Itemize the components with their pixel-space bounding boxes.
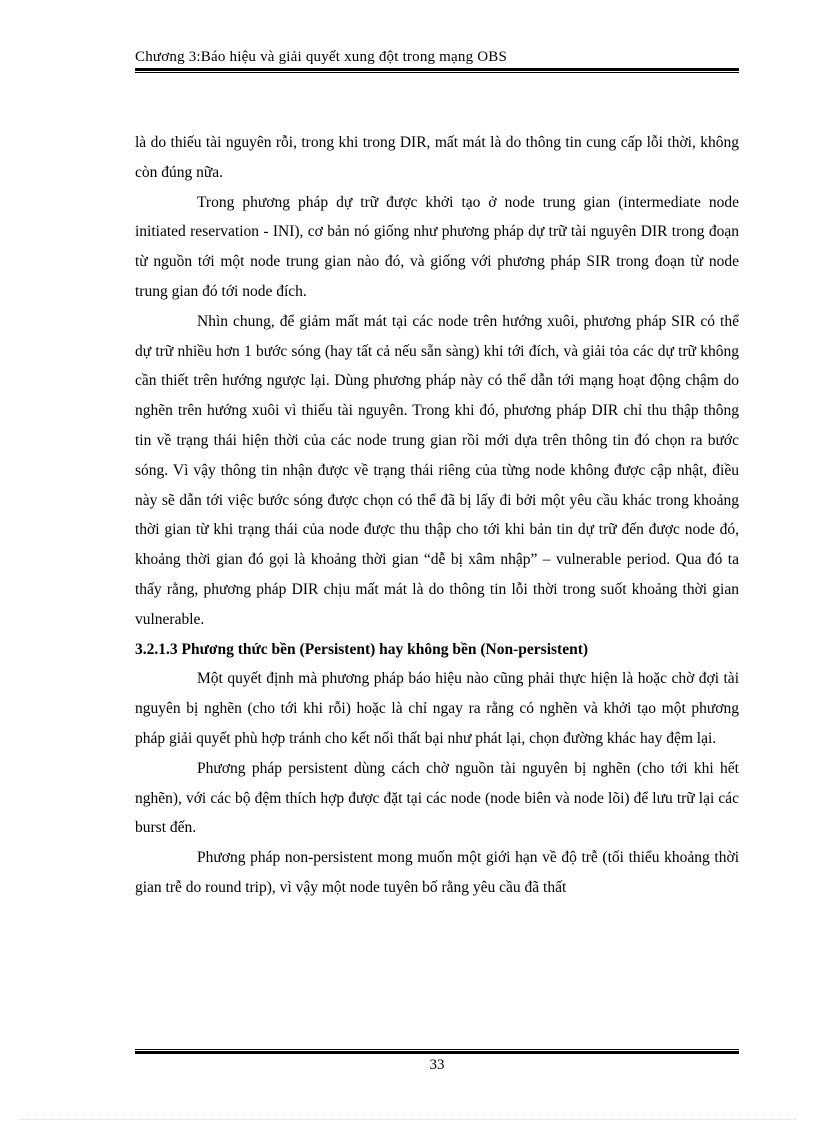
paragraph: là do thiếu tài nguyên rỗi, trong khi trong DIR, mất mát là do thông tin cung cấp lỗi thời, không còn đúng nữa. <box>135 134 739 181</box>
chapter-title: Chương 3:Báo hiệu và giải quyết xung đột trong mạng OBS <box>135 49 508 65</box>
paragraph: Nhìn chung, để giảm mất mát tại các node trên hướng xuôi, phương pháp SIR có thể dự trữ nhiều hơn 1 bước sóng (hay tất cả nếu sẵn sàng) khi tới đích, và giải tỏa các dự trữ không cần thiết trên hướng ngược lại. Dùng phương pháp này có thể dẫn tới mạng hoạt động chậm do nghẽn trên hướng xuôi vì thiếu tài nguyên. Trong khi đó, phương pháp DIR chỉ thu thập thông tin về trạng thái hiện thời của các node trung gian rồi mới dựa trên thông tin đó chọn ra bước sóng. Vì vậy thông tin nhận được về trạng thái riêng của từng node không được cập nhật, điều này sẽ dẫn tới việc bước sóng được chọn có thể đã bị lấy đi bởi một yêu cầu khác trong khoảng thời gian từ khi trạng thái của node được thu thập cho tới khi bản tin dự trữ đến được node đó, khoảng thời gian đó gọi là khoảng thời gian “dễ bị xâm nhập” – vulnerable period. Qua đó ta thấy rằng, phương pháp DIR chịu mất mát là do thông tin lỗi thời trong suốt khoảng thời gian vulnerable. <box>135 312 739 628</box>
page-edge-divider <box>20 1119 796 1120</box>
page-body <box>135 128 739 903</box>
paragraph: Một quyết định mà phương pháp báo hiệu nào cũng phải thực hiện là hoặc chờ đợi tài nguyên bị nghẽn (cho tới khi rỗi) hoặc là chỉ ngay ra rằng có nghẽn và khởi tạo một phương pháp giải quyết phù hợp tránh cho kết nối thất bại như phát lại, chọn đường khác hay đệm lại. <box>135 670 739 747</box>
page-header <box>135 49 739 66</box>
page-number: 33 <box>429 1057 445 1073</box>
paragraph: Phương pháp non-persistent mong muốn một giới hạn về độ trễ (tối thiểu khoảng thời gian trễ do round trip), vì vậy một node tuyên bố rằng yêu cầu đã thất <box>135 849 739 896</box>
paragraph: Trong phương pháp dự trữ được khởi tạo ở node trung gian (intermediate node initiated reservation - INI), cơ bản nó giống như phương pháp dự trữ tài nguyên DIR trong đoạn từ nguồn tới một node trung gian nào đó, và giống với phương pháp SIR trong đoạn từ node trung gian đó tới node đích. <box>135 193 739 300</box>
paragraph: Phương pháp persistent dùng cách chờ nguồn tài nguyên bị nghẽn (cho tới khi hết nghẽn), với các bộ đệm thích hợp được đặt tại các node (node biên và node lõi) để lưu trữ lại các burst đến. <box>135 759 739 837</box>
section-heading: 3.2.1.3 Phương thức bền (Persistent) hay không bền (Non-persistent) <box>135 640 589 658</box>
header-rule <box>135 68 739 73</box>
footer-rule <box>135 1049 739 1054</box>
